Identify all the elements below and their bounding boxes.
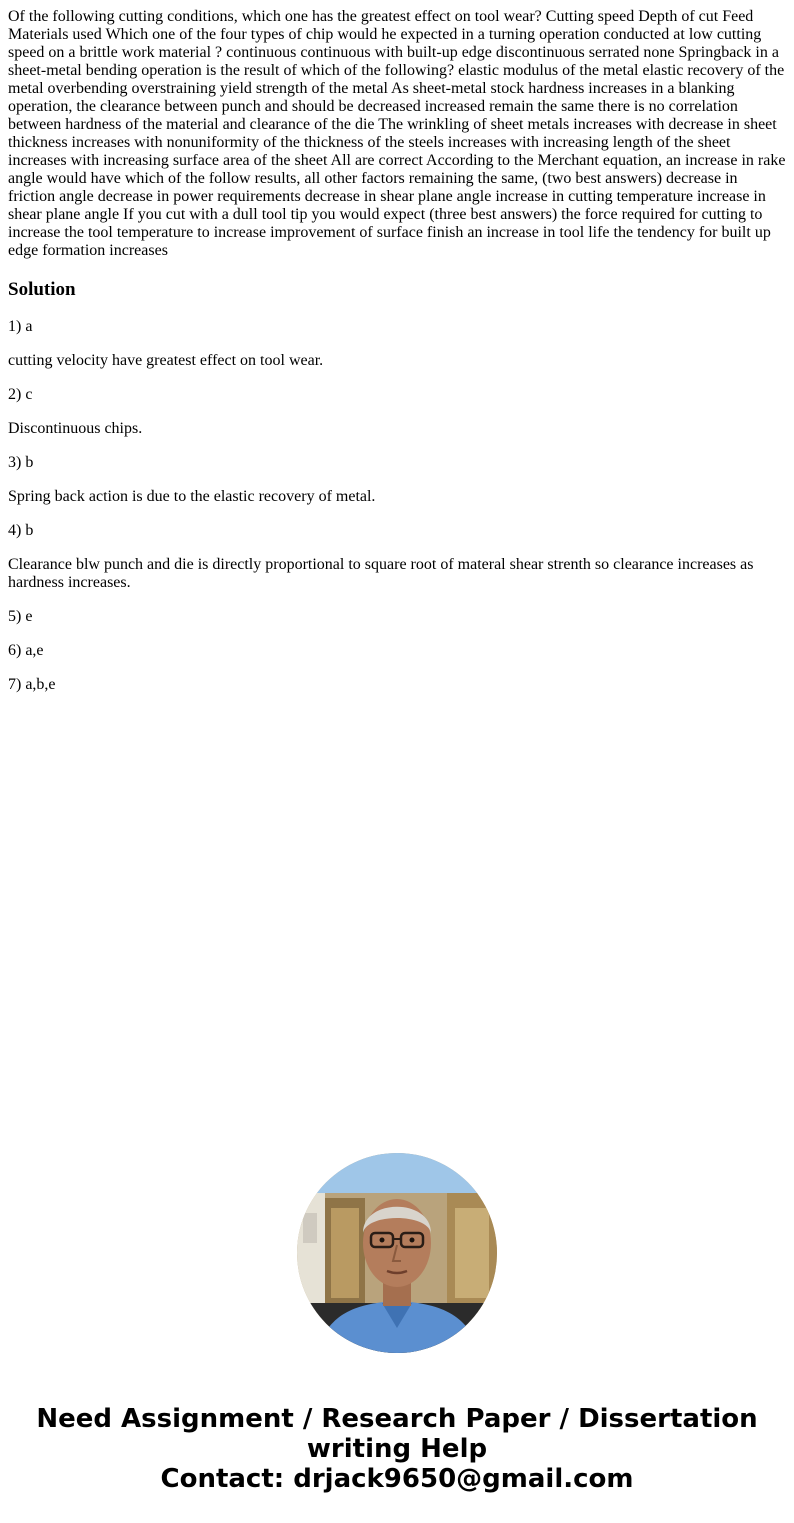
answer-1: 1) a <box>8 318 33 335</box>
answer-7: 7) a,b,e <box>8 676 56 693</box>
person-photo-icon <box>297 1153 497 1353</box>
question-text: Of the following cutting conditions, which one has the greatest effect on tool wear? Cutting speed Depth of cut Feed Materials used Which one of the four types of chip would he expected in a turning operation conducted at low cutting speed on a brittle work material ? continuous continuous with built-up edge discontinuous serrated none Springback in a sheet-metal bending operation is the result of which of the following? elastic modulus of the metal elastic recovery of the metal overbending overstraining yield strength of the metal As sheet-metal stock hardness increases in a blanking operation, the clearance between punch and should be decreased increased remain the same there is no correlation between hardness of the material and clearance of the die The wrinkling of sheet metals increases with decrease in sheet thickness increases with nonuniformity of the thickness of the steels increases with increasing length of the sheet increases with increasing surface area of the sheet All are correct According to the Merchant equation, an increase in rake angle would have which of the follow results, all other factors remaining the same, (two best answers) decrease in friction angle decrease in power requirements decrease in shear plane angle increase in cutting temperature increase in shear plane angle If you cut with a dull tool tip you would expect (three best answers) the force required for cutting to increase the tool temperature to increase improvement of surface finish an increase in tool life the tendency for built up edge formation increases <box>8 8 786 259</box>
answer-2-explanation: Discontinuous chips. <box>8 420 143 437</box>
answer-6: 6) a,e <box>8 642 44 659</box>
answer-3: 3) b <box>8 454 34 471</box>
answer-4: 4) b <box>8 522 34 539</box>
assignment-help-banner <box>0 1404 794 1494</box>
solution-heading: Solution <box>8 279 76 300</box>
answer-3-explanation: Spring back action is due to the elastic recovery of metal. <box>8 488 376 505</box>
solution-answers <box>8 318 786 710</box>
answer-5: 5) e <box>8 608 33 625</box>
banner-line-1: Need Assignment / Research Paper / Dissertation <box>36 1404 758 1434</box>
answer-4-explanation: Clearance blw punch and die is directly proportional to square root of materal shear strenth so clearance increases as hardness increases. <box>8 556 754 591</box>
banner-line-2: writing Help <box>306 1434 488 1464</box>
answer-2: 2) c <box>8 386 33 403</box>
answer-1-explanation: cutting velocity have greatest effect on tool wear. <box>8 352 324 369</box>
banner-contact-email: Contact: drjack9650@gmail.com <box>160 1464 634 1494</box>
